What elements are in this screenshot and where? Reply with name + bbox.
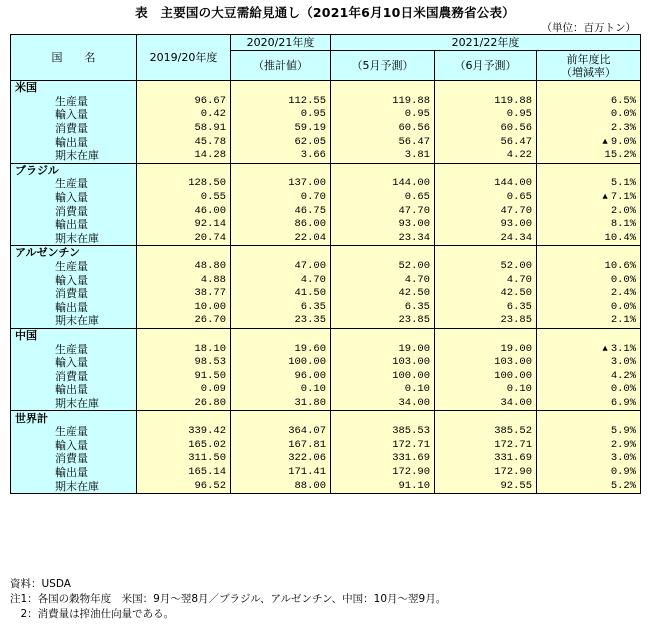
- value-v2020: 0.95: [231, 108, 331, 122]
- value-jun: 47.70: [435, 204, 537, 218]
- value-yoy: [537, 452, 641, 466]
- country-spacer-cell: [435, 246, 537, 260]
- value-yoy: [537, 301, 641, 315]
- header-yoy-line1: 前年度比: [566, 52, 611, 66]
- value-v2020: 6.35: [231, 301, 331, 315]
- item-label: 生産量: [11, 177, 137, 191]
- yoy-text: 15.2%: [604, 149, 637, 162]
- value-v2020: 22.04: [231, 232, 331, 246]
- value-yoy: [537, 438, 641, 452]
- value-v2020: 96.00: [231, 369, 331, 383]
- value-jun: 4.22: [435, 149, 537, 163]
- table-body: [11, 81, 641, 494]
- value-jun: 60.56: [435, 122, 537, 136]
- value-v2019: 311.50: [137, 452, 231, 466]
- yoy-text: 4.2%: [610, 369, 637, 382]
- table-row: [11, 218, 641, 232]
- value-yoy: [537, 191, 641, 205]
- country-spacer-cell: [331, 246, 435, 260]
- yoy-text: 6.5%: [610, 94, 637, 107]
- value-jun: 172.71: [435, 438, 537, 452]
- value-yoy: [537, 218, 641, 232]
- table-row: [11, 314, 641, 328]
- value-v2019: 96.67: [137, 95, 231, 109]
- decrease-mark-icon: ▲: [602, 343, 608, 354]
- country-spacer-cell: [231, 81, 331, 95]
- value-jun: 52.00: [435, 260, 537, 274]
- item-label: 輸入量: [11, 438, 137, 452]
- value-yoy: [537, 122, 641, 136]
- yoy-text: 2.0%: [610, 204, 637, 217]
- value-v2019: 92.14: [137, 218, 231, 232]
- yoy-text: 0.0%: [610, 108, 637, 121]
- item-label: 輸入量: [11, 108, 137, 122]
- value-v2019: 38.77: [137, 287, 231, 301]
- value-v2019: 26.70: [137, 314, 231, 328]
- value-v2020: 62.05: [231, 135, 331, 149]
- value-v2019: 18.10: [137, 342, 231, 356]
- decrease-mark-icon: ▲: [602, 192, 608, 203]
- value-may: 52.00: [331, 260, 435, 274]
- value-jun: 119.88: [435, 95, 537, 109]
- value-v2019: 10.00: [137, 301, 231, 315]
- value-yoy: [537, 369, 641, 383]
- value-yoy: [537, 232, 641, 246]
- value-v2020: 59.19: [231, 122, 331, 136]
- value-v2020: 0.70: [231, 191, 331, 205]
- header-country: 国 名: [11, 35, 137, 81]
- country-spacer-cell: [137, 163, 231, 177]
- value-yoy: [537, 356, 641, 370]
- item-label: 生産量: [11, 260, 137, 274]
- yoy-text: 2.3%: [610, 122, 637, 135]
- value-jun: 172.90: [435, 466, 537, 480]
- value-v2019: 165.14: [137, 466, 231, 480]
- value-v2019: 45.78: [137, 135, 231, 149]
- country-spacer-cell: [331, 163, 435, 177]
- value-yoy: [537, 149, 641, 163]
- yoy-text: 3.0%: [610, 356, 637, 369]
- item-label: 消費量: [11, 122, 137, 136]
- value-may: 4.70: [331, 273, 435, 287]
- header-2021-group: 2021/22年度: [331, 35, 641, 51]
- value-yoy: [537, 314, 641, 328]
- value-v2020: 88.00: [231, 479, 331, 493]
- country-spacer-cell: [537, 411, 641, 425]
- yoy-text: 6.9%: [610, 396, 637, 409]
- value-v2019: 14.28: [137, 149, 231, 163]
- country-spacer-cell: [137, 246, 231, 260]
- value-v2020: 167.81: [231, 438, 331, 452]
- unit-label: （単位：百万トン）: [541, 22, 636, 34]
- value-jun: 0.65: [435, 191, 537, 205]
- value-may: 119.88: [331, 95, 435, 109]
- value-may: 172.71: [331, 438, 435, 452]
- item-label: 期末在庫: [11, 232, 137, 246]
- value-v2020: 86.00: [231, 218, 331, 232]
- country-name: 中国: [11, 328, 137, 342]
- country-name: アルゼンチン: [11, 246, 137, 260]
- value-v2019: 339.42: [137, 425, 231, 439]
- value-may: 42.50: [331, 287, 435, 301]
- value-may: 23.85: [331, 314, 435, 328]
- value-may: 47.70: [331, 204, 435, 218]
- header-2020-sub: （推計値）: [231, 51, 331, 81]
- yoy-text: 10.6%: [604, 260, 637, 273]
- item-label: 消費量: [11, 204, 137, 218]
- yoy-text: 8.1%: [610, 218, 637, 231]
- value-v2019: 48.80: [137, 260, 231, 274]
- value-v2019: 0.42: [137, 108, 231, 122]
- value-yoy: [537, 135, 641, 149]
- value-may: 60.56: [331, 122, 435, 136]
- table-row: [11, 149, 641, 163]
- note-2: 2：消費量は搾油仕向量である。: [10, 608, 175, 620]
- header-may: （5月予測）: [331, 51, 435, 81]
- country-spacer-cell: [231, 411, 331, 425]
- value-jun: 19.00: [435, 342, 537, 356]
- country-spacer-cell: [137, 411, 231, 425]
- country-spacer-cell: [435, 328, 537, 342]
- value-may: 91.10: [331, 479, 435, 493]
- value-yoy: [537, 260, 641, 274]
- table-row: [11, 191, 641, 205]
- value-yoy: [537, 204, 641, 218]
- table-row: [11, 383, 641, 397]
- country-spacer-cell: [537, 246, 641, 260]
- yoy-text: 2.9%: [610, 438, 637, 451]
- item-label: 輸出量: [11, 301, 137, 315]
- value-jun: 385.52: [435, 425, 537, 439]
- yoy-text: 5.2%: [610, 479, 637, 492]
- value-v2020: 4.70: [231, 273, 331, 287]
- value-jun: 0.95: [435, 108, 537, 122]
- country-row: [11, 163, 641, 177]
- table-row: [11, 301, 641, 315]
- value-jun: 103.00: [435, 356, 537, 370]
- table-row: [11, 397, 641, 411]
- table-row: [11, 452, 641, 466]
- table-row: [11, 287, 641, 301]
- value-jun: 23.85: [435, 314, 537, 328]
- item-label: 輸入量: [11, 356, 137, 370]
- value-v2019: 96.52: [137, 479, 231, 493]
- country-row: [11, 81, 641, 95]
- value-yoy: [537, 95, 641, 109]
- item-label: 生産量: [11, 95, 137, 109]
- table-row: [11, 108, 641, 122]
- value-jun: 93.00: [435, 218, 537, 232]
- item-label: 期末在庫: [11, 397, 137, 411]
- table-row: [11, 260, 641, 274]
- value-v2020: 0.10: [231, 383, 331, 397]
- table-row: [11, 122, 641, 136]
- decrease-mark-icon: ▲: [602, 136, 608, 147]
- soybean-supply-table: [10, 34, 641, 494]
- country-spacer-cell: [331, 81, 435, 95]
- country-row: [11, 246, 641, 260]
- value-may: 144.00: [331, 177, 435, 191]
- value-v2019: 91.50: [137, 369, 231, 383]
- country-spacer-cell: [435, 163, 537, 177]
- yoy-text: 10.4%: [604, 231, 637, 244]
- value-v2019: 0.09: [137, 383, 231, 397]
- value-jun: 56.47: [435, 135, 537, 149]
- value-may: 331.69: [331, 452, 435, 466]
- header-jun: （6月予測）: [435, 51, 537, 81]
- item-label: 生産量: [11, 342, 137, 356]
- value-jun: 42.50: [435, 287, 537, 301]
- value-yoy: [537, 177, 641, 191]
- value-yoy: [537, 273, 641, 287]
- header-yoy: [537, 51, 641, 81]
- country-spacer-cell: [435, 81, 537, 95]
- value-yoy: [537, 383, 641, 397]
- value-v2019: 165.02: [137, 438, 231, 452]
- value-yoy: [537, 479, 641, 493]
- value-may: 6.35: [331, 301, 435, 315]
- value-v2020: 3.66: [231, 149, 331, 163]
- notes: [10, 577, 446, 622]
- table-row: [11, 479, 641, 493]
- item-label: 消費量: [11, 452, 137, 466]
- value-may: 3.81: [331, 149, 435, 163]
- yoy-text: 2.4%: [610, 287, 637, 300]
- value-may: 19.00: [331, 342, 435, 356]
- note-1: 注1：各国の穀物年度 米国：9月～翌8月／ブラジル、アルゼンチン、中国：10月～翌9月。: [10, 593, 447, 605]
- table-row: [11, 356, 641, 370]
- header-2019: 2019/20年度: [137, 35, 231, 81]
- table-row: [11, 342, 641, 356]
- value-may: 172.90: [331, 466, 435, 480]
- yoy-text: 0.0%: [610, 300, 637, 313]
- item-label: 消費量: [11, 287, 137, 301]
- value-jun: 92.55: [435, 479, 537, 493]
- country-name: ブラジル: [11, 163, 137, 177]
- value-yoy: [537, 342, 641, 356]
- country-spacer-cell: [137, 81, 231, 95]
- value-v2019: 58.91: [137, 122, 231, 136]
- item-label: 輸出量: [11, 135, 137, 149]
- table-row: [11, 95, 641, 109]
- country-spacer-cell: [331, 411, 435, 425]
- value-v2020: 23.35: [231, 314, 331, 328]
- country-row: [11, 328, 641, 342]
- country-spacer-cell: [231, 163, 331, 177]
- value-v2019: 4.88: [137, 273, 231, 287]
- value-v2019: 46.00: [137, 204, 231, 218]
- value-v2020: 19.60: [231, 342, 331, 356]
- table-row: [11, 438, 641, 452]
- yoy-text: 5.1%: [610, 177, 637, 190]
- value-jun: 144.00: [435, 177, 537, 191]
- value-yoy: [537, 287, 641, 301]
- value-jun: 4.70: [435, 273, 537, 287]
- country-spacer-cell: [231, 328, 331, 342]
- value-may: 103.00: [331, 356, 435, 370]
- table-row: [11, 369, 641, 383]
- table-row: [11, 135, 641, 149]
- yoy-text: 2.1%: [610, 314, 637, 327]
- value-may: 0.65: [331, 191, 435, 205]
- country-name: 世界計: [11, 411, 137, 425]
- value-yoy: [537, 108, 641, 122]
- table-row: [11, 232, 641, 246]
- table-row: [11, 177, 641, 191]
- item-label: 期末在庫: [11, 479, 137, 493]
- header-2020: 2020/21年度: [231, 35, 331, 51]
- item-label: 輸出量: [11, 218, 137, 232]
- table-row: [11, 466, 641, 480]
- value-may: 34.00: [331, 397, 435, 411]
- value-may: 100.00: [331, 369, 435, 383]
- value-jun: 34.00: [435, 397, 537, 411]
- value-jun: 100.00: [435, 369, 537, 383]
- value-v2020: 322.06: [231, 452, 331, 466]
- value-v2019: 128.50: [137, 177, 231, 191]
- yoy-text: 5.9%: [610, 425, 637, 438]
- value-v2019: 20.74: [137, 232, 231, 246]
- value-v2020: 112.55: [231, 95, 331, 109]
- yoy-text: 9.0%: [610, 135, 637, 148]
- value-v2019: 26.80: [137, 397, 231, 411]
- country-name: 米国: [11, 81, 137, 95]
- yoy-text: 0.0%: [610, 273, 637, 286]
- country-row: [11, 411, 641, 425]
- item-label: 消費量: [11, 369, 137, 383]
- item-label: 期末在庫: [11, 149, 137, 163]
- value-may: 0.95: [331, 108, 435, 122]
- item-label: 生産量: [11, 425, 137, 439]
- value-yoy: [537, 397, 641, 411]
- value-may: 23.34: [331, 232, 435, 246]
- item-label: 期末在庫: [11, 314, 137, 328]
- value-yoy: [537, 466, 641, 480]
- value-v2020: 137.00: [231, 177, 331, 191]
- value-v2020: 171.41: [231, 466, 331, 480]
- country-spacer-cell: [537, 163, 641, 177]
- item-label: 輸出量: [11, 383, 137, 397]
- country-spacer-cell: [137, 328, 231, 342]
- yoy-text: 3.1%: [610, 342, 637, 355]
- value-v2020: 41.50: [231, 287, 331, 301]
- country-spacer-cell: [537, 81, 641, 95]
- yoy-text: 0.9%: [610, 465, 637, 478]
- table-row: [11, 425, 641, 439]
- country-spacer-cell: [435, 411, 537, 425]
- value-v2019: 98.53: [137, 356, 231, 370]
- item-label: 輸入量: [11, 191, 137, 205]
- value-may: 385.53: [331, 425, 435, 439]
- value-jun: 6.35: [435, 301, 537, 315]
- table-row: [11, 273, 641, 287]
- value-may: 0.10: [331, 383, 435, 397]
- yoy-text: 0.0%: [610, 383, 637, 396]
- value-jun: 0.10: [435, 383, 537, 397]
- value-jun: 24.34: [435, 232, 537, 246]
- note-source: 資料：USDA: [10, 578, 71, 590]
- yoy-text: 7.1%: [610, 191, 637, 204]
- country-spacer-cell: [331, 328, 435, 342]
- page-title: 表 主要国の大豆需給見通し（2021年6月10日米国農務省公表）: [135, 5, 515, 20]
- yoy-text: 3.0%: [610, 452, 637, 465]
- value-v2019: 0.55: [137, 191, 231, 205]
- country-spacer-cell: [231, 246, 331, 260]
- value-v2020: 364.07: [231, 425, 331, 439]
- value-v2020: 47.00: [231, 260, 331, 274]
- value-v2020: 31.80: [231, 397, 331, 411]
- country-spacer-cell: [537, 328, 641, 342]
- item-label: 輸出量: [11, 466, 137, 480]
- value-may: 93.00: [331, 218, 435, 232]
- item-label: 輸入量: [11, 273, 137, 287]
- value-may: 56.47: [331, 135, 435, 149]
- value-yoy: [537, 425, 641, 439]
- value-jun: 331.69: [435, 452, 537, 466]
- table-row: [11, 204, 641, 218]
- value-v2020: 100.00: [231, 356, 331, 370]
- value-v2020: 46.75: [231, 204, 331, 218]
- header-yoy-line2: （増減率）: [561, 65, 617, 79]
